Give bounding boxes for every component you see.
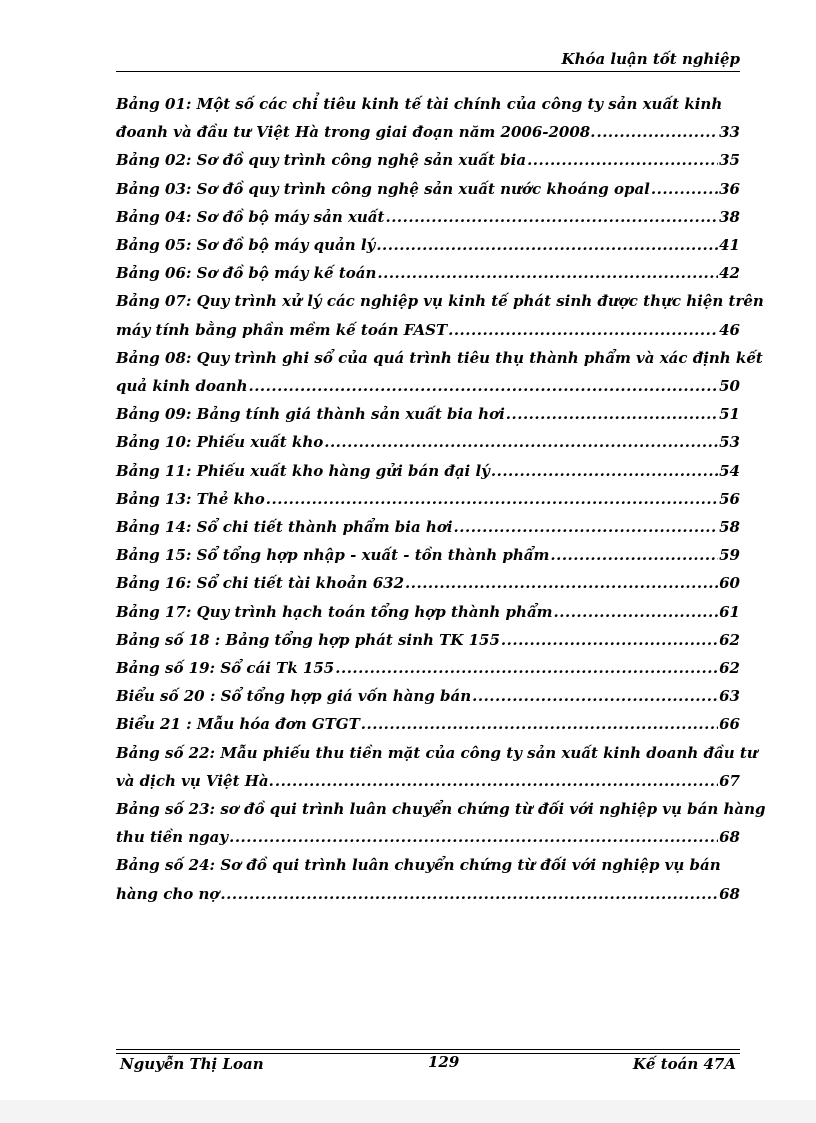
toc-page-number: 63	[719, 687, 740, 706]
toc-page-number: 62	[719, 659, 740, 678]
dot-leader	[405, 569, 718, 597]
toc-entry	[116, 851, 740, 907]
toc-page-number: 68	[719, 884, 740, 903]
toc-entry-text: Bảng 17: Quy trình hạch toán tổng hợp thành phẩm	[116, 602, 553, 621]
toc-entry-line	[116, 541, 740, 569]
toc-entry-line	[116, 851, 740, 879]
toc-entry	[116, 795, 766, 851]
page-footer	[116, 1055, 740, 1079]
dot-leader	[266, 485, 718, 513]
toc-page-number: 51	[719, 405, 740, 424]
toc-entry-text: hàng cho nợ	[116, 884, 220, 903]
toc-entry-line	[116, 823, 740, 851]
toc-entry	[116, 457, 740, 485]
toc-entry-line	[116, 767, 740, 795]
dot-leader	[335, 654, 718, 682]
toc-entry-text: Bảng 13: Thẻ kho	[116, 489, 265, 508]
toc-entry	[116, 175, 740, 203]
toc-entry-line	[116, 569, 740, 597]
toc-entry-text: Bảng 07: Quy trình xử lý các nghiệp vụ kinh tế phát sinh được thực hiện trên	[116, 292, 764, 311]
toc-page-number: 58	[719, 518, 740, 537]
toc-entry	[116, 569, 740, 597]
toc-entry-line	[116, 457, 740, 485]
dot-leader	[472, 682, 718, 710]
toc-entry-line	[116, 316, 740, 344]
toc-entry	[116, 146, 740, 174]
toc-entry-line	[116, 739, 758, 767]
toc-page-number: 67	[719, 771, 740, 790]
toc-entry-line	[116, 710, 740, 738]
footer-page-number: 129	[428, 1053, 460, 1071]
toc-page-number: 36	[719, 179, 740, 198]
dot-leader	[229, 823, 718, 851]
toc-entry	[116, 231, 740, 259]
toc-page-number: 53	[719, 433, 740, 452]
dot-leader	[554, 598, 719, 626]
dot-leader	[596, 118, 718, 146]
footer-author: Nguyễn Thị Loan	[120, 1055, 264, 1073]
footer-department: Kế toán 47A	[632, 1055, 736, 1073]
toc-entry-line	[116, 880, 740, 908]
toc-entry-line	[116, 90, 740, 118]
toc-entry-text: Biểu 21 : Mẫu hóa đơn GTGT	[116, 715, 360, 734]
toc-entry-line	[116, 372, 740, 400]
toc-entry	[116, 344, 763, 400]
dot-leader	[376, 231, 718, 259]
dot-leader	[501, 626, 718, 654]
toc-page-number: 50	[719, 377, 740, 396]
toc-entry	[116, 626, 740, 654]
toc-entry-text: Bảng số 22: Mẫu phiếu thu tiền mặt của công ty sản xuất kinh doanh đầu tư	[116, 743, 758, 762]
toc-entry	[116, 541, 740, 569]
toc-page-number: 61	[719, 602, 740, 621]
dot-leader	[220, 880, 718, 908]
toc-entry	[116, 287, 764, 343]
toc-entry-line	[116, 175, 740, 203]
dot-leader	[275, 767, 718, 795]
toc-entry-text: Bảng 11: Phiếu xuất kho hàng gửi bán đại lý	[116, 461, 490, 480]
toc-page-number: 56	[719, 489, 740, 508]
toc-page-number: 68	[719, 828, 740, 847]
toc-entry-text: quả kinh doanh	[116, 377, 248, 396]
toc-entry-text: Bảng 16: Sổ chi tiết tài khoản 632	[116, 574, 405, 593]
toc-entry-line	[116, 485, 740, 513]
toc-entry-line	[116, 598, 740, 626]
toc-entry-text: Bảng 02: Sơ đồ quy trình công nghệ sản xuất bia	[116, 151, 527, 170]
table-of-contents	[116, 90, 766, 908]
toc-entry	[116, 90, 740, 146]
bottom-margin-strip	[0, 1100, 816, 1123]
dot-leader	[324, 428, 718, 456]
toc-entry-text: Bảng 03: Sơ đồ quy trình công nghệ sản xuất nước khoáng opal	[116, 179, 650, 198]
toc-entry	[116, 710, 740, 738]
toc-entry	[116, 203, 740, 231]
toc-page-number: 38	[719, 207, 740, 226]
toc-entry-text: Bảng 04: Sơ đồ bộ máy sản xuất	[116, 207, 385, 226]
toc-entry-text: Bảng số 23: sơ đồ qui trình luân chuyển chứng từ đối với nghiệp vụ bán hàng	[116, 800, 766, 819]
toc-entry-text: Bảng 09: Bảng tính giá thành sản xuất bia hơi	[116, 405, 505, 424]
toc-entry-text: Bảng số 18 : Bảng tổng hợp phát sinh TK 155	[116, 630, 500, 649]
toc-entry-text: thu tiền ngay	[116, 828, 229, 847]
dot-leader	[248, 372, 718, 400]
toc-page-number: 59	[719, 546, 740, 565]
dot-leader	[506, 400, 718, 428]
dot-leader	[491, 457, 718, 485]
toc-entry	[116, 513, 740, 541]
toc-entry	[116, 400, 740, 428]
header-rule	[116, 71, 740, 72]
toc-page-number: 41	[719, 236, 740, 255]
toc-entry-line	[116, 428, 740, 456]
toc-entry-text: máy tính bằng phần mềm kế toán FAST	[116, 320, 448, 339]
dot-leader	[377, 259, 718, 287]
toc-entry-text: Bảng 15: Sổ tổng hợp nhập - xuất - tồn thành phẩm	[116, 546, 550, 565]
toc-entry	[116, 598, 740, 626]
toc-entry	[116, 428, 740, 456]
toc-entry	[116, 654, 740, 682]
toc-entry-line	[116, 682, 740, 710]
footer-rule	[116, 1049, 740, 1050]
toc-page-number: 35	[719, 151, 740, 170]
toc-page-number: 42	[719, 264, 740, 283]
toc-entry	[116, 682, 740, 710]
toc-page-number: 66	[719, 715, 740, 734]
toc-entry-line	[116, 795, 766, 823]
toc-entry-line	[116, 231, 740, 259]
dot-leader	[448, 316, 718, 344]
toc-entry-line	[116, 146, 740, 174]
toc-page-number: 46	[719, 320, 740, 339]
toc-entry-text: Bảng 05: Sơ đồ bộ máy quản lý	[116, 236, 376, 255]
toc-page-number: 33	[719, 123, 740, 142]
toc-entry-text: và dịch vụ Việt Hà.	[116, 771, 274, 790]
dot-leader	[527, 146, 718, 174]
toc-entry	[116, 739, 758, 795]
toc-page-number: 62	[719, 630, 740, 649]
dot-leader	[361, 710, 718, 738]
toc-entry-line	[116, 400, 740, 428]
toc-entry	[116, 485, 740, 513]
toc-entry-line	[116, 513, 740, 541]
toc-entry-line	[116, 626, 740, 654]
toc-entry-text: Bảng 01: Một số các chỉ tiêu kinh tế tài chính của công ty sản xuất kinh	[116, 95, 723, 113]
toc-entry-text: Bảng 14: Sổ chi tiết thành phẩm bia hơi	[116, 518, 453, 537]
toc-entry	[116, 259, 740, 287]
toc-entry-text: Bảng 10: Phiếu xuất kho	[116, 433, 324, 452]
dot-leader	[550, 541, 718, 569]
toc-entry-text: Bảng 08: Quy trình ghi sổ của quá trình tiêu thụ thành phẩm và xác định kết	[116, 348, 763, 367]
toc-page-number: 54	[719, 461, 740, 480]
toc-page-number: 60	[719, 574, 740, 593]
toc-entry-text: Biểu số 20 : Sổ tổng hợp giá vốn hàng bán	[116, 687, 472, 706]
toc-entry-line	[116, 344, 763, 372]
dot-leader	[651, 175, 718, 203]
toc-entry-line	[116, 259, 740, 287]
header-title: Khóa luận tốt nghiệp	[561, 50, 740, 68]
toc-entry-text: Bảng số 24: Sơ đồ qui trình luân chuyển chứng từ đối với nghiệp vụ bán	[116, 856, 721, 875]
toc-entry-line	[116, 203, 740, 231]
toc-entry-text: đoanh và đầu tư Việt Hà trong giai đoạn năm 2006-2008.	[116, 123, 596, 142]
toc-entry-text: Bảng 06: Sơ đồ bộ máy kế toán	[116, 264, 377, 283]
toc-entry-line	[116, 654, 740, 682]
toc-entry-line	[116, 118, 740, 146]
dot-leader	[454, 513, 719, 541]
toc-entry-text: Bảng số 19: Sổ cái Tk 155	[116, 659, 335, 678]
toc-entry-line	[116, 287, 764, 315]
dot-leader	[385, 203, 718, 231]
